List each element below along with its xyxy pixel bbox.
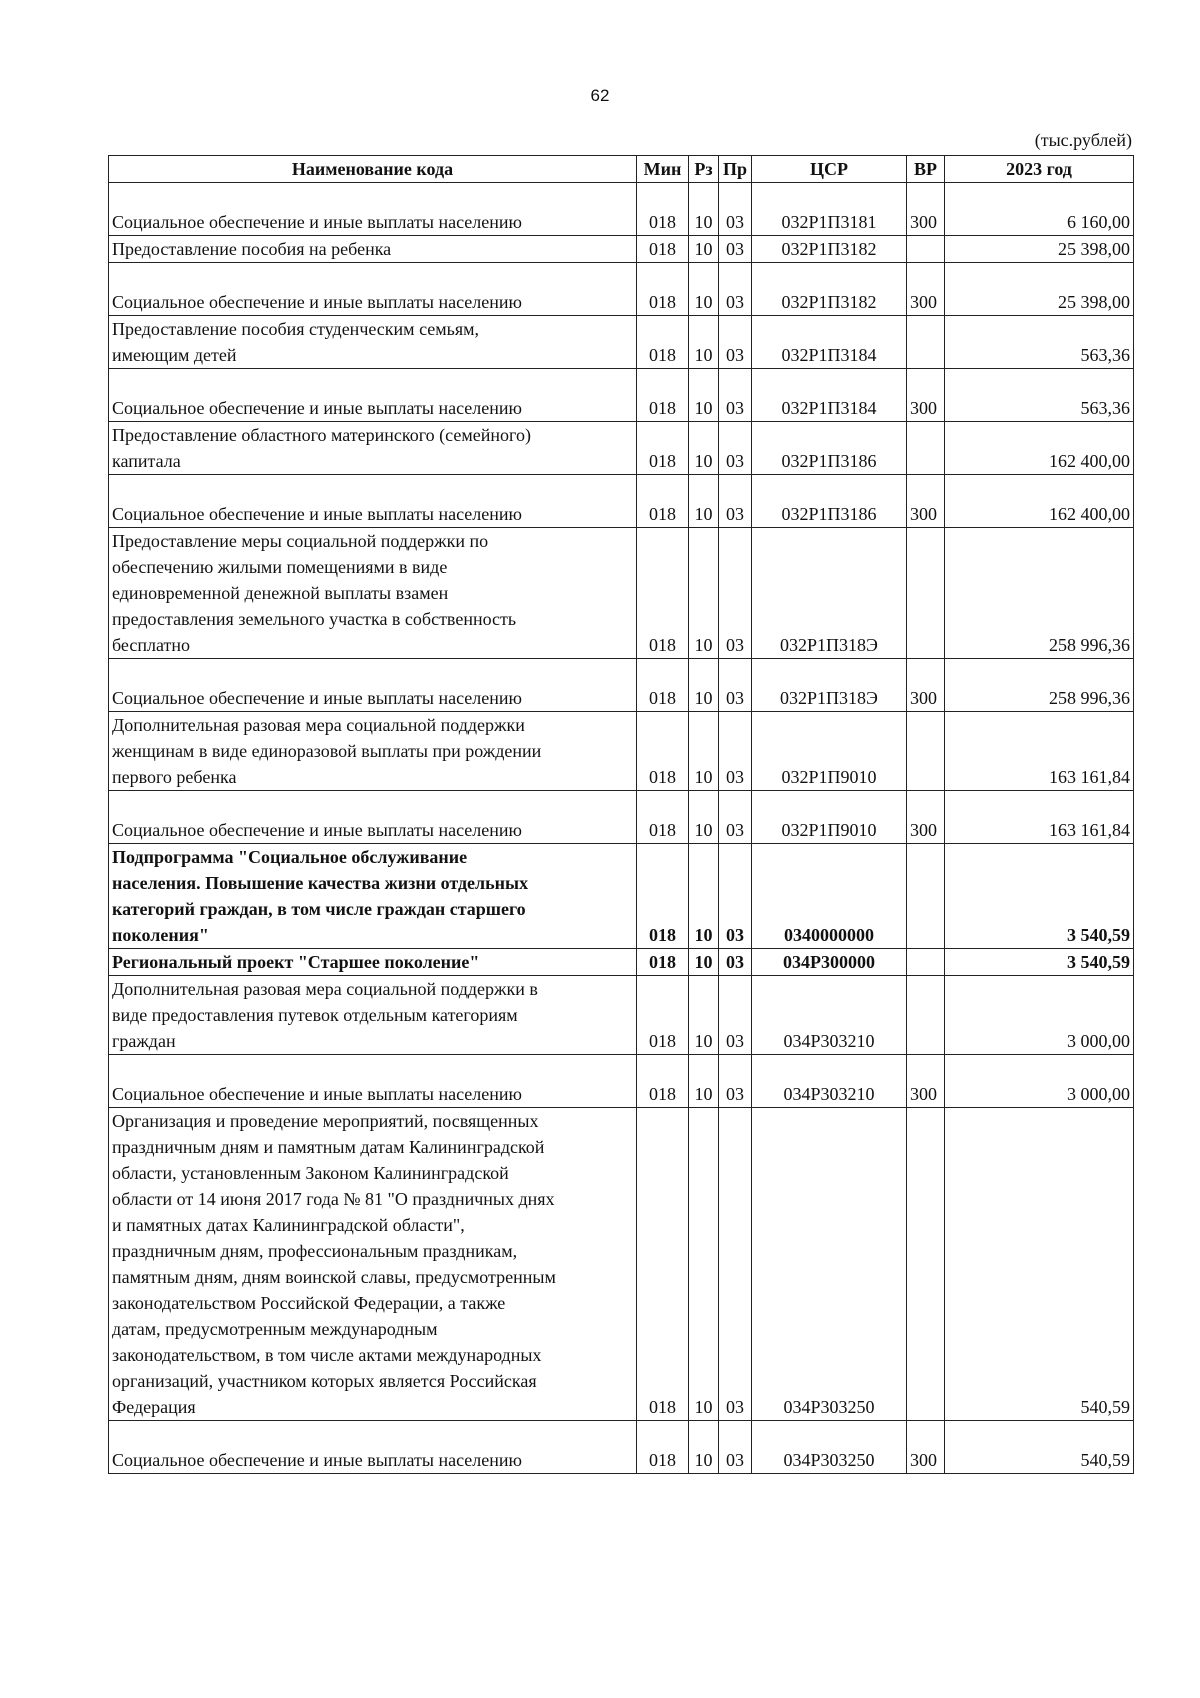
cell-csr: 032Р1П9010 [752,712,907,791]
cell-vr: 300 [907,659,945,712]
cell-vr: 300 [907,1421,945,1474]
cell-csr: 034Р303250 [752,1108,907,1421]
table-row [109,236,1134,263]
table-row [109,528,1134,659]
cell-rz: 10 [689,976,719,1055]
cell-sum: 162 400,00 [945,475,1134,528]
cell-csr: 032Р1П3182 [752,263,907,316]
cell-name: Предоставление меры социальной поддержки по обеспечению жилыми помещениями в виде единовременной денежной выплаты взамен предоставления земельного участка в собственность бесплатно [109,528,637,659]
cell-rz: 10 [689,263,719,316]
header-pr: Пр [719,156,752,183]
cell-sum: 3 000,00 [945,976,1134,1055]
cell-pr: 03 [719,976,752,1055]
cell-pr: 03 [719,316,752,369]
cell-min: 018 [637,976,689,1055]
cell-name: Дополнительная разовая мера социальной поддержки женщинам в виде единоразовой выплаты при рождении первого ребенка [109,712,637,791]
cell-sum: 258 996,36 [945,659,1134,712]
cell-vr [907,236,945,263]
table-row [109,316,1134,369]
cell-vr: 300 [907,263,945,316]
cell-vr [907,844,945,949]
table-header-row [109,156,1134,183]
table-row [109,844,1134,949]
cell-rz: 10 [689,236,719,263]
table-row [109,263,1134,316]
cell-name: Социальное обеспечение и иные выплаты населению [109,659,637,712]
cell-min: 018 [637,316,689,369]
cell-min: 018 [637,263,689,316]
cell-sum: 3 540,59 [945,844,1134,949]
header-rz: Рз [689,156,719,183]
cell-vr: 300 [907,475,945,528]
cell-csr: 032Р1П318Э [752,659,907,712]
cell-rz: 10 [689,528,719,659]
cell-vr [907,422,945,475]
cell-name: Социальное обеспечение и иные выплаты населению [109,475,637,528]
cell-min: 018 [637,369,689,422]
cell-csr: 034Р303210 [752,976,907,1055]
cell-min: 018 [637,712,689,791]
cell-name: Дополнительная разовая мера социальной поддержки в виде предоставления путевок отдельным категориям граждан [109,976,637,1055]
cell-csr: 032Р1П318Э [752,528,907,659]
table-row [109,422,1134,475]
cell-pr: 03 [719,183,752,236]
cell-sum: 563,36 [945,369,1134,422]
header-vr: ВР [907,156,945,183]
cell-csr: 034Р303250 [752,1421,907,1474]
cell-pr: 03 [719,475,752,528]
budget-table [108,155,1134,1474]
cell-pr: 03 [719,528,752,659]
cell-pr: 03 [719,712,752,791]
cell-csr: 0340000000 [752,844,907,949]
table-row [109,712,1134,791]
cell-min: 018 [637,183,689,236]
cell-vr [907,528,945,659]
cell-rz: 10 [689,659,719,712]
cell-pr: 03 [719,236,752,263]
cell-min: 018 [637,1055,689,1108]
cell-rz: 10 [689,712,719,791]
cell-vr [907,316,945,369]
cell-rz: 10 [689,422,719,475]
cell-min: 018 [637,1108,689,1421]
table-row [109,1055,1134,1108]
cell-name: Предоставление пособия на ребенка [109,236,637,263]
table-row [109,1108,1134,1421]
cell-sum: 3 000,00 [945,1055,1134,1108]
cell-sum: 3 540,59 [945,949,1134,976]
cell-vr: 300 [907,183,945,236]
table-row [109,1421,1134,1474]
table-row [109,183,1134,236]
cell-pr: 03 [719,1421,752,1474]
cell-name: Социальное обеспечение и иные выплаты населению [109,263,637,316]
cell-pr: 03 [719,263,752,316]
cell-name: Социальное обеспечение и иные выплаты населению [109,1421,637,1474]
cell-min: 018 [637,844,689,949]
cell-sum: 162 400,00 [945,422,1134,475]
header-name: Наименование кода [109,156,637,183]
cell-pr: 03 [719,1108,752,1421]
cell-sum: 163 161,84 [945,791,1134,844]
header-csr: ЦСР [752,156,907,183]
cell-vr: 300 [907,1055,945,1108]
cell-sum: 25 398,00 [945,236,1134,263]
cell-min: 018 [637,949,689,976]
cell-pr: 03 [719,659,752,712]
cell-csr: 032Р1П3184 [752,316,907,369]
cell-vr: 300 [907,791,945,844]
cell-min: 018 [637,1421,689,1474]
cell-name: Региональный проект "Старшее поколение" [109,949,637,976]
cell-rz: 10 [689,949,719,976]
cell-sum: 25 398,00 [945,263,1134,316]
cell-rz: 10 [689,1108,719,1421]
cell-rz: 10 [689,369,719,422]
units-label: (тыс.рублей) [1034,130,1132,150]
cell-pr: 03 [719,1055,752,1108]
cell-csr: 032Р1П9010 [752,791,907,844]
cell-min: 018 [637,528,689,659]
cell-vr [907,712,945,791]
cell-rz: 10 [689,316,719,369]
cell-pr: 03 [719,791,752,844]
cell-rz: 10 [689,475,719,528]
cell-min: 018 [637,659,689,712]
cell-name: Предоставление областного материнского (семейного) капитала [109,422,637,475]
cell-name: Подпрограмма "Социальное обслуживание населения. Повышение качества жизни отдельных категорий граждан, в том числе граждан старшего поколения" [109,844,637,949]
cell-csr: 032Р1П3182 [752,236,907,263]
cell-csr: 032Р1П3181 [752,183,907,236]
cell-csr: 032Р1П3184 [752,369,907,422]
table-row [109,949,1134,976]
cell-name: Социальное обеспечение и иные выплаты населению [109,183,637,236]
table-row [109,475,1134,528]
cell-min: 018 [637,236,689,263]
cell-name: Социальное обеспечение и иные выплаты населению [109,1055,637,1108]
cell-sum: 163 161,84 [945,712,1134,791]
cell-pr: 03 [719,422,752,475]
cell-csr: 034Р303210 [752,1055,907,1108]
cell-csr: 032Р1П3186 [752,475,907,528]
cell-rz: 10 [689,1055,719,1108]
cell-sum: 540,59 [945,1108,1134,1421]
cell-vr [907,949,945,976]
cell-vr: 300 [907,369,945,422]
cell-vr [907,976,945,1055]
cell-sum: 258 996,36 [945,528,1134,659]
table-body [109,183,1134,1474]
cell-name: Организация и проведение мероприятий, посвященных праздничным дням и памятным датам Калининградской области, установленным Законом Калининградской области от 14 июня 2017 года № 81 "О праздничных днях и памятных датах Калининградской области", праздничным дням, профессиональным праздникам, памятным дням, дням воинской славы, предусмотренным законодательством Российской Федерации, а также датам, предусмотренным международным законодательством, в том числе актами международных организаций, участником которых является Российская Федерация [109,1108,637,1421]
cell-min: 018 [637,475,689,528]
cell-name: Социальное обеспечение и иные выплаты населению [109,369,637,422]
table-row [109,659,1134,712]
cell-rz: 10 [689,1421,719,1474]
cell-rz: 10 [689,844,719,949]
cell-name: Социальное обеспечение и иные выплаты населению [109,791,637,844]
cell-rz: 10 [689,791,719,844]
cell-min: 018 [637,422,689,475]
cell-min: 018 [637,791,689,844]
header-min: Мин [637,156,689,183]
cell-pr: 03 [719,844,752,949]
cell-sum: 6 160,00 [945,183,1134,236]
table-row [109,369,1134,422]
cell-rz: 10 [689,183,719,236]
cell-name: Предоставление пособия студенческим семьям, имеющим детей [109,316,637,369]
cell-csr: 034Р300000 [752,949,907,976]
cell-sum: 563,36 [945,316,1134,369]
table-row [109,791,1134,844]
cell-pr: 03 [719,369,752,422]
table-row [109,976,1134,1055]
header-sum: 2023 год [945,156,1134,183]
page-number: 62 [590,86,610,105]
cell-sum: 540,59 [945,1421,1134,1474]
cell-vr [907,1108,945,1421]
cell-pr: 03 [719,949,752,976]
cell-csr: 032Р1П3186 [752,422,907,475]
